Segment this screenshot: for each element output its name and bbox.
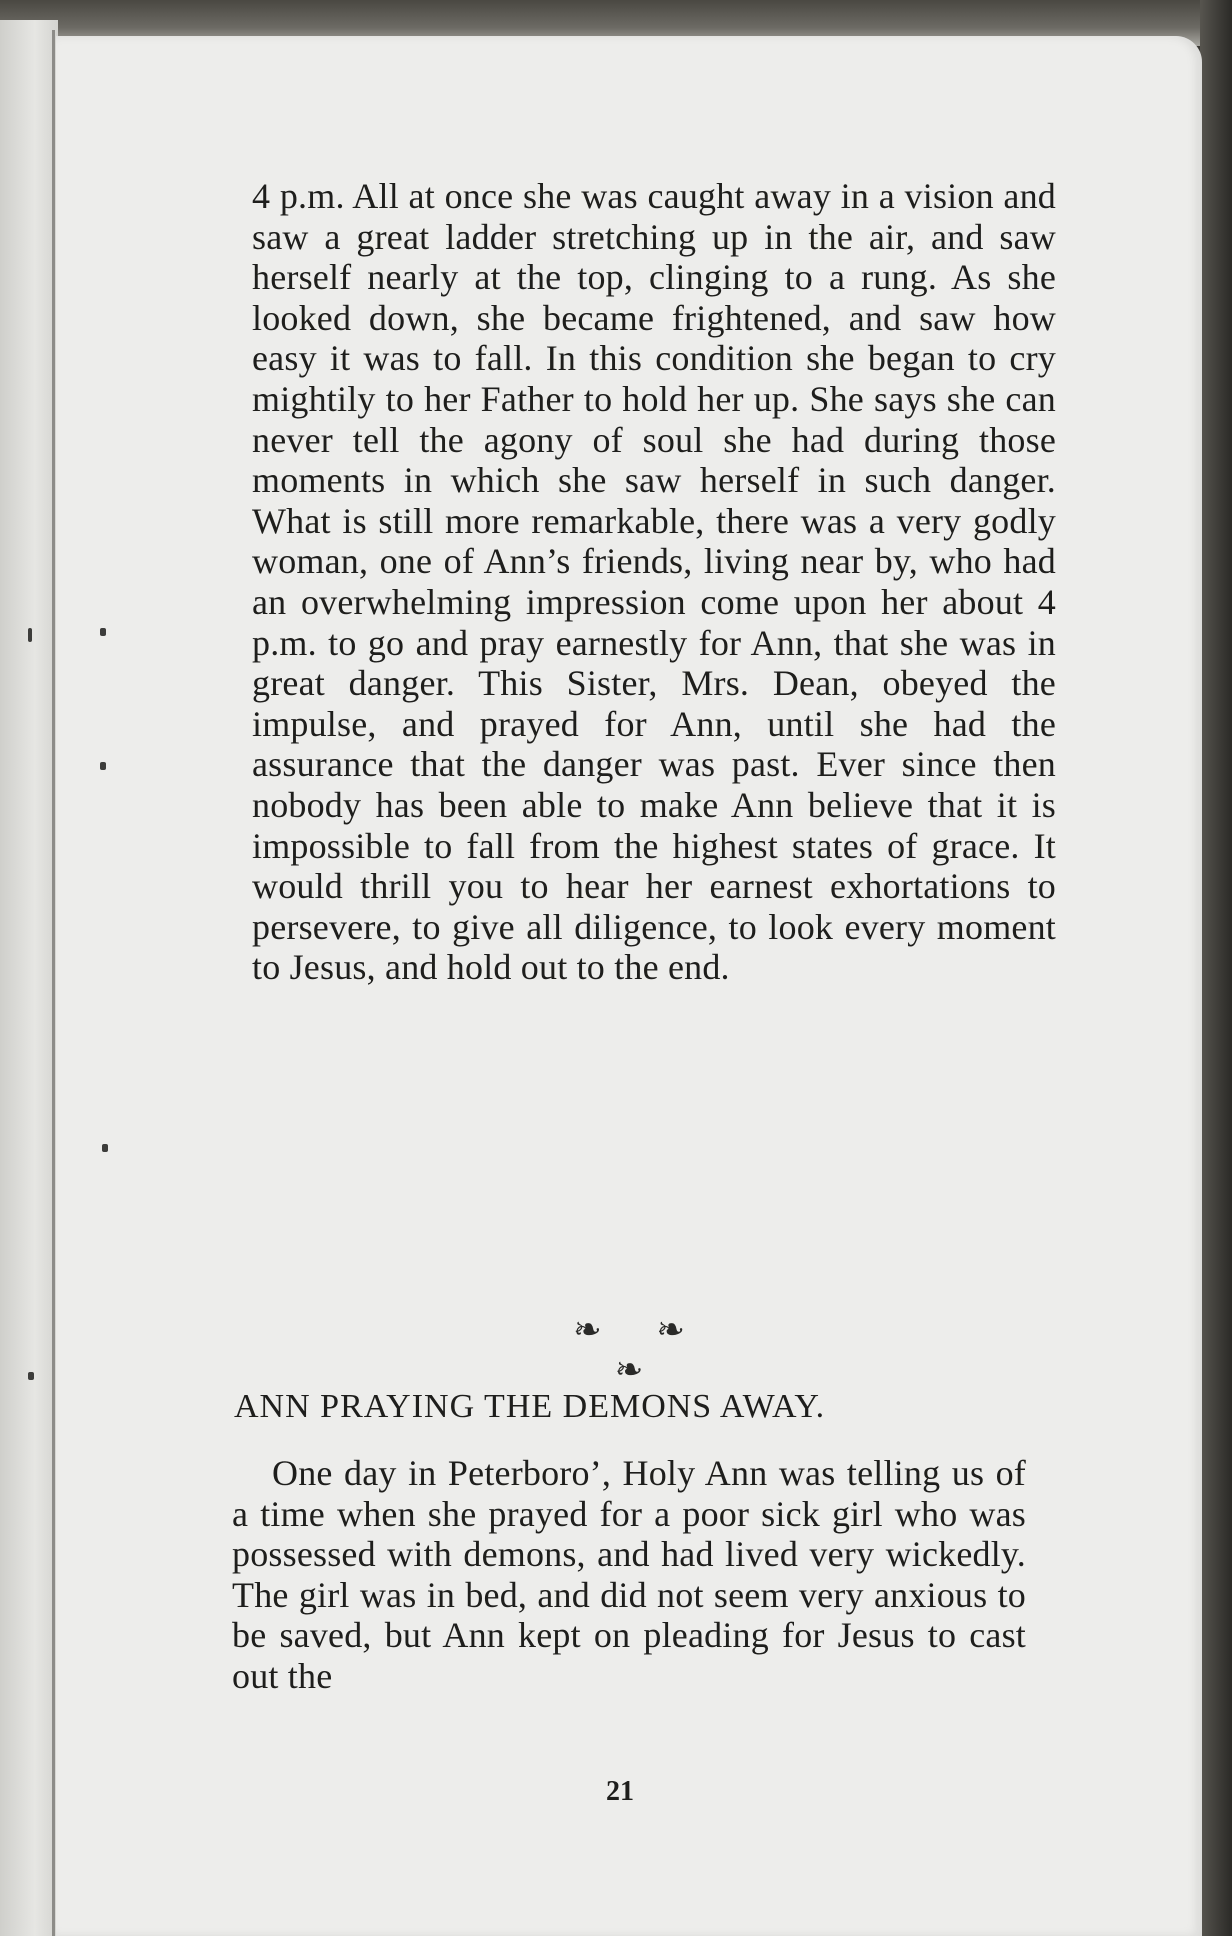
margin-mark	[100, 762, 106, 770]
paragraph-text: One day in Peterboro’, Holy Ann was telling us of a time when she prayed for a poor sick girl who was possessed with demons, and had lived very wickedly. The girl was in bed, and did not seem very anxious to be saved, but Ann kept on pleading for Jesus to cast out the	[232, 1453, 1026, 1696]
margin-mark	[28, 628, 32, 642]
page-number: 21	[606, 1776, 634, 1807]
section-ornament: ❧ ❧ ❧	[573, 1310, 707, 1390]
body-paragraph-2	[232, 1453, 1026, 1697]
paragraph-text: 4 p.m. All at once she was caught away in a vision and saw a great ladder stretching up in the air, and saw herself nearly at the top, clinging to a rung. As she looked down, she became frightened, and saw how easy it was to fall. In this condition she began to cry mightily to her Father to hold her up. She says she can never tell the agony of soul she had during those moments in which she saw herself in such danger. What is still more remarkable, there was a very godly woman, one of Ann’s friends, living near by, who had an overwhelming impression come upon her about 4 p.m. to go and pray earnestly for Ann, that she was in great danger. This Sister, Mrs. Dean, obeyed the impulse, and prayed for Ann, until she had the assurance that the danger was past. Ever since then nobody has been able to make Ann believe that it is impossible to fall from the highest states of grace. It would thrill you to hear her earnest exhortations to persevere, to give all diligence, to look every moment to Jesus, and hold out to the end.	[252, 176, 1056, 988]
page-binding-margin	[0, 20, 58, 1936]
margin-mark	[100, 628, 106, 636]
scan-right-edge	[1200, 0, 1232, 1936]
margin-mark	[102, 1144, 108, 1152]
section-heading: ANN PRAYING THE DEMONS AWAY.	[234, 1388, 826, 1425]
margin-mark	[28, 1372, 34, 1380]
body-paragraph-1	[252, 176, 1056, 988]
binding-line	[52, 30, 55, 1936]
